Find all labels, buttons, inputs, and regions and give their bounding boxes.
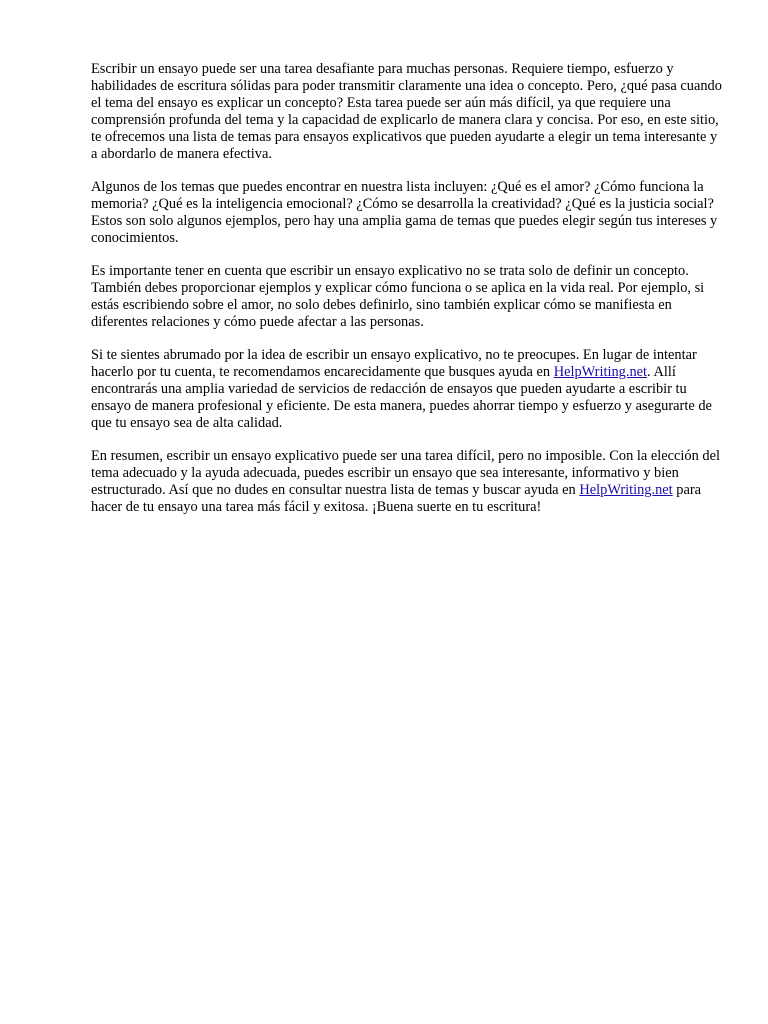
paragraph-help xyxy=(91,347,723,432)
helpwriting-link[interactable]: HelpWriting.net xyxy=(579,482,673,498)
paragraph-examples: Es importante tener en cuenta que escribir un ensayo explicativo no se trata solo de definir un concepto. También debes proporcionar ejemplos y explicar cómo funciona o se aplica en la vida real. Por ejemplo, si estás escribiendo sobre el amor, no solo debes definirlo, sino también explicar cómo se manifiesta en diferentes relaciones y cómo puede afectar a las personas. xyxy=(91,263,705,330)
paragraph-help-text-after: . Allí encontrarás una amplia variedad de servicios de redacción de ensayos que pueden ayudarte a escribir tu ensayo de manera profesional y eficiente. De esta manera, puedes ahorrar tiempo y esfuerzo y asegurarte de que tu ensayo sea de alta calidad. xyxy=(91,364,712,431)
paragraph-summary-text-before: En resumen, escribir un ensayo explicativo puede ser una tarea difícil, pero no imposible. Con la elección del tema adecuado y la ayuda adecuada, puedes escribir un ensayo que sea interesante, informativo y bien estructurado. Así que no dudes en consultar nuestra lista de temas y buscar ayuda en xyxy=(91,448,720,498)
paragraph-summary-text-after: para hacer de tu ensayo una tarea más fácil y exitosa. ¡Buena suerte en tu escritura! xyxy=(91,482,702,515)
document-page xyxy=(91,61,723,532)
paragraph-topics: Algunos de los temas que puedes encontrar en nuestra lista incluyen: ¿Qué es el amor? ¿Cómo funciona la memoria? ¿Qué es la inteligencia emocional? ¿Cómo se desarrolla la creatividad? ¿Qué es la justicia social? Estos son solo algunos ejemplos, pero hay una amplia gama de temas que puedes elegir según tus intereses y conocimientos. xyxy=(91,179,718,246)
helpwriting-link[interactable]: HelpWriting.net xyxy=(553,364,648,380)
paragraph-intro: Escribir un ensayo puede ser una tarea desafiante para muchas personas. Requiere tiempo, esfuerzo y habilidades de escritura sólidas para poder transmitir claramente una idea o concepto. Pero, ¿qué pasa cuando el tema del ensayo es explicar un concepto? Esta tarea puede ser aún más difícil, ya que requiere una comprensión profunda del tema y la capacidad de explicarlo de manera clara y concisa. Por eso, en este sitio, te ofrecemos una lista de temas para ensayos explicativos que pueden ayudarte a elegir un tema interesante y a abordarlo de manera efectiva. xyxy=(91,61,722,162)
paragraph-summary xyxy=(91,448,723,516)
paragraph-help-text-before: Si te sientes abrumado por la idea de escribir un ensayo explicativo, no te preocupes. En lugar de intentar hacerlo por tu cuenta, te recomendamos encarecidamente que busques ayuda en xyxy=(91,347,697,380)
